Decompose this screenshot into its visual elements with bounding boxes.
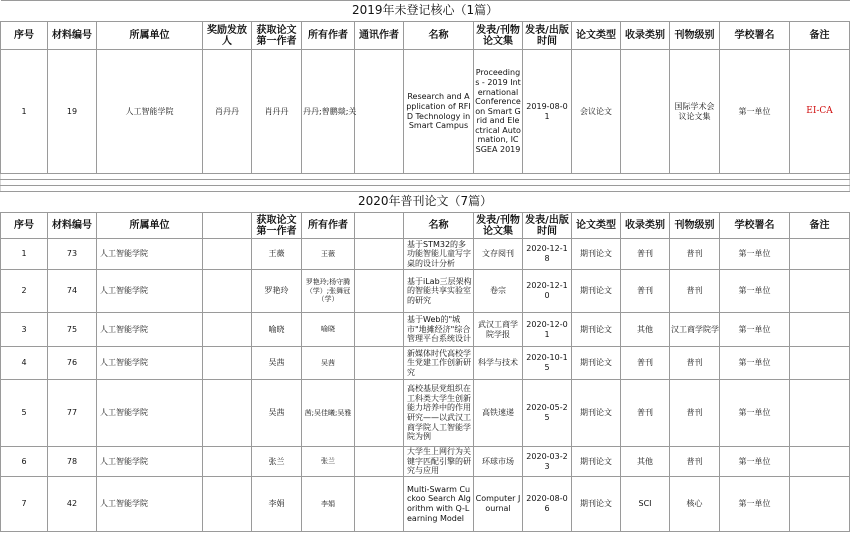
header-cell: 所属单位: [97, 22, 203, 50]
cell-journal: Proceedings - 2019 International Conference on Smart Grid and Electrical Automation, ICSGEA 2019: [474, 50, 523, 174]
cell-journal: 环球市场: [474, 447, 523, 477]
cell-authors: 张兰: [302, 447, 355, 477]
header-cell: 论文类型: [572, 22, 621, 50]
cell-empty: [203, 380, 252, 447]
section1-title-row: [1, 1, 850, 22]
cell-note: EI-CA: [790, 50, 850, 174]
cell-unit: 人工智能学院: [97, 270, 203, 313]
header-cell: 所有作者: [302, 213, 355, 239]
cell-id: 77: [48, 380, 97, 447]
cell-date: 2020-10-15: [523, 347, 572, 380]
cell-date: 2020-12-01: [523, 313, 572, 347]
cell-authors: 茜;吴佳曦;吴雅: [302, 380, 355, 447]
section1-title: 2019年未登记核心（1篇）: [1, 1, 850, 22]
header-cell: 收录类别: [621, 213, 670, 239]
header-cell: 获取论文第一作者: [252, 22, 302, 50]
cell-id: 78: [48, 447, 97, 477]
cell-name: Research and Application of RFID Technology in Smart Campus: [404, 50, 474, 174]
header-cell: 备注: [790, 213, 850, 239]
table-row: [1, 270, 850, 313]
cell-journal: 文存阅刊: [474, 239, 523, 270]
cell-sign: 第一单位: [720, 239, 790, 270]
cell-unit: 人工智能学院: [97, 447, 203, 477]
cell-sign: 第一单位: [720, 447, 790, 477]
cell-empty: [355, 313, 404, 347]
cell-index: 普刊: [621, 347, 670, 380]
header-cell: 刊物级别: [670, 22, 720, 50]
cell-empty: [355, 380, 404, 447]
cell-journal: 卷宗: [474, 270, 523, 313]
cell-first-author: 吴茜: [252, 347, 302, 380]
cell-level: 普刊: [670, 447, 720, 477]
header-cell: 发表/刊物论文集: [474, 22, 523, 50]
cell-authors: 喻晓: [302, 313, 355, 347]
cell-name: 基于iLab三层架构的智能共享实验室的研究: [404, 270, 474, 313]
header-cell: 获取论文第一作者: [252, 213, 302, 239]
cell-first-author: 李娟: [252, 477, 302, 532]
cell-name: Multi-Swarm Cuckoo Search Algorithm with Q-Learning Model: [404, 477, 474, 532]
cell-sign: 第一单位: [720, 313, 790, 347]
cell-note: [790, 239, 850, 270]
cell-name: 大学生上网行为关键字匹配引擎的研究与应用: [404, 447, 474, 477]
table-row: [1, 447, 850, 477]
cell-empty: [355, 477, 404, 532]
cell-journal: 高铁速递: [474, 380, 523, 447]
header-cell: 学校署名: [720, 213, 790, 239]
cell-unit: 人工智能学院: [97, 380, 203, 447]
cell-date: 2020-08-06: [523, 477, 572, 532]
cell-empty: [355, 270, 404, 313]
cell-type: 期刊论文: [572, 477, 621, 532]
cell-note: [790, 477, 850, 532]
cell-sign: 第一单位: [720, 380, 790, 447]
cell-award: 肖丹丹: [203, 50, 252, 174]
cell-level: 普刊: [670, 270, 720, 313]
cell-name: 新媒体时代高校学生党建工作创新研究: [404, 347, 474, 380]
cell-id: 76: [48, 347, 97, 380]
cell-index: SCI: [621, 477, 670, 532]
cell-date: 2020-12-18: [523, 239, 572, 270]
cell-name: 基于STM32的多功能智能儿童写字桌的设计分析: [404, 239, 474, 270]
cell-unit: 人工智能学院: [97, 50, 203, 174]
header-cell: 序号: [1, 22, 48, 50]
header-cell: 奖励发放人: [203, 22, 252, 50]
cell-index: 普刊: [621, 270, 670, 313]
cell-sign: 第一单位: [720, 347, 790, 380]
cell-unit: 人工智能学院: [97, 347, 203, 380]
cell-level: 核心: [670, 477, 720, 532]
header-cell: 发表/出版时间: [523, 213, 572, 239]
cell-empty: [203, 447, 252, 477]
cell-level: 国际学术会议论文集: [670, 50, 720, 174]
cell-level: 普刊: [670, 347, 720, 380]
cell-type: 期刊论文: [572, 447, 621, 477]
header-cell: 序号: [1, 213, 48, 239]
header-cell: 发表/出版时间: [523, 22, 572, 50]
header-cell: 备注: [790, 22, 850, 50]
section1-header-row: [1, 22, 850, 50]
cell-id: 74: [48, 270, 97, 313]
cell-level: 普刊: [670, 239, 720, 270]
cell-id: 75: [48, 313, 97, 347]
cell-name: 基于Web的"城市"地摊经济"综合管理平台系统设计: [404, 313, 474, 347]
header-cell: 材料编号: [48, 22, 97, 50]
section2-header-row: [1, 213, 850, 239]
cell-journal: 武汉工商学院学报: [474, 313, 523, 347]
cell-authors: 王薇: [302, 239, 355, 270]
cell-seq: 5: [1, 380, 48, 447]
header-cell: 收录类别: [621, 22, 670, 50]
cell-empty: [203, 270, 252, 313]
cell-first-author: 张兰: [252, 447, 302, 477]
cell-unit: 人工智能学院: [97, 313, 203, 347]
cell-id: 19: [48, 50, 97, 174]
table-row: [1, 477, 850, 532]
cell-unit: 人工智能学院: [97, 239, 203, 270]
header-cell: 通讯作者: [355, 22, 404, 50]
cell-index: 其他: [621, 447, 670, 477]
cell-index: 普刊: [621, 380, 670, 447]
cell-journal: 科学与技术: [474, 347, 523, 380]
cell-seq: 3: [1, 313, 48, 347]
cell-type: 期刊论文: [572, 347, 621, 380]
cell-unit: 人工智能学院: [97, 477, 203, 532]
cell-empty: [203, 477, 252, 532]
header-cell: 刊物级别: [670, 213, 720, 239]
cell-date: 2020-12-10: [523, 270, 572, 313]
header-cell: [355, 213, 404, 239]
cell-type: 会议论文: [572, 50, 621, 174]
cell-journal: Computer Journal: [474, 477, 523, 532]
section2-title: 2020年普刊论文（7篇）: [1, 192, 850, 213]
cell-empty: [355, 447, 404, 477]
header-cell: 材料编号: [48, 213, 97, 239]
section2-body: [1, 239, 850, 532]
cell-note: [790, 447, 850, 477]
table-row: [1, 239, 850, 270]
cell-authors: 丹丹;曾鹏燚;关: [302, 50, 355, 174]
cell-id: 73: [48, 239, 97, 270]
table-row: [1, 380, 850, 447]
cell-id: 42: [48, 477, 97, 532]
cell-first-author: 罗艳玲: [252, 270, 302, 313]
cell-seq: 7: [1, 477, 48, 532]
section2-title-row: [1, 192, 850, 213]
cell-date: 2020-05-25: [523, 380, 572, 447]
cell-date: 2020-03-23: [523, 447, 572, 477]
header-cell: 名称: [404, 22, 474, 50]
cell-corr: [355, 50, 404, 174]
cell-note: [790, 347, 850, 380]
cell-first-author: 吴茜: [252, 380, 302, 447]
cell-first-author: 王薇: [252, 239, 302, 270]
cell-level: 普刊: [670, 380, 720, 447]
cell-authors: 吴茜: [302, 347, 355, 380]
cell-type: 期刊论文: [572, 270, 621, 313]
cell-seq: 1: [1, 50, 48, 174]
cell-type: 期刊论文: [572, 239, 621, 270]
cell-sign: 第一单位: [720, 50, 790, 174]
cell-note: [790, 270, 850, 313]
cell-empty: [203, 239, 252, 270]
header-cell: 名称: [404, 213, 474, 239]
cell-date: 2019-08-01: [523, 50, 572, 174]
table-row: [1, 347, 850, 380]
header-cell: 论文类型: [572, 213, 621, 239]
cell-seq: 4: [1, 347, 48, 380]
table-row: [1, 50, 850, 174]
cell-empty: [355, 239, 404, 270]
header-cell: 发表/刊物论文集: [474, 213, 523, 239]
header-cell: 所有作者: [302, 22, 355, 50]
cell-seq: 2: [1, 270, 48, 313]
cell-first-author: 喻晓: [252, 313, 302, 347]
cell-name: 高校基层党组织在工科类大学生创新能力培养中的作用研究——以武汉工商学院人工智能学院为例: [404, 380, 474, 447]
cell-authors: 罗艳玲;杨守腾（学）;张舞冠（学）: [302, 270, 355, 313]
cell-type: 期刊论文: [572, 380, 621, 447]
cell-sign: 第一单位: [720, 477, 790, 532]
header-cell: [203, 213, 252, 239]
cell-note: [790, 380, 850, 447]
cell-seq: 1: [1, 239, 48, 270]
cell-first-author: 肖丹丹: [252, 50, 302, 174]
cell-note: [790, 313, 850, 347]
table-row: [1, 313, 850, 347]
cell-index: 其他: [621, 313, 670, 347]
header-cell: 学校署名: [720, 22, 790, 50]
header-cell: 所属单位: [97, 213, 203, 239]
cell-index: [621, 50, 670, 174]
cell-level: 汉工商学院学: [670, 313, 720, 347]
cell-seq: 6: [1, 447, 48, 477]
cell-type: 期刊论文: [572, 313, 621, 347]
cell-sign: 第一单位: [720, 270, 790, 313]
cell-empty: [203, 313, 252, 347]
cell-empty: [355, 347, 404, 380]
cell-authors: 李娟: [302, 477, 355, 532]
cell-index: 普刊: [621, 239, 670, 270]
cell-empty: [203, 347, 252, 380]
